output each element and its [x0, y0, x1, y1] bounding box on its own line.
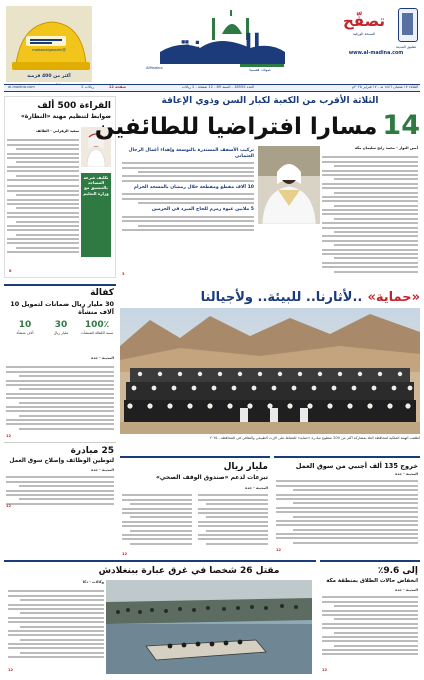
initiatives-byline: المدينة - جدة	[91, 468, 114, 472]
logo[interactable]	[140, 4, 290, 76]
volunteers-group-image	[120, 308, 420, 434]
stat2-value: 30	[54, 320, 68, 330]
promo-title: تصفّح	[342, 12, 386, 30]
stat1-value: 100٪	[84, 320, 110, 330]
initiatives-body	[6, 474, 114, 507]
website-link[interactable]: www.al-madina.com	[348, 51, 404, 56]
divorce-page-ref[interactable]: 12	[322, 668, 328, 672]
issue-line: العدد 18555 - السنة 89 - 12 صفحة - 2 ريالات	[181, 85, 254, 89]
ferry-photo	[106, 580, 312, 674]
helmet-illustration	[6, 6, 92, 82]
endowment-body-2	[122, 492, 192, 547]
exit-body	[276, 478, 418, 546]
ad-handle: @maisanalgassimi	[32, 48, 66, 52]
kafala-body	[6, 364, 114, 432]
lead-page-ref[interactable]: 3	[122, 272, 125, 276]
endowment-body-1	[198, 492, 268, 547]
ferry-body	[8, 588, 104, 661]
divorce-subhead: انخفاض حالات الطلاق بمنطقة مكة	[326, 578, 418, 584]
group-photo	[120, 308, 420, 434]
side-caption: سعيد الزهراني - الطائف	[35, 129, 79, 133]
divorce-headline: إلى 9.6٪	[377, 566, 418, 576]
side-highlight-box	[81, 173, 111, 257]
kafala-byline: المدينة - جدة	[91, 356, 114, 360]
river-crowd-image	[106, 580, 312, 674]
ferry-page-ref[interactable]: 12	[8, 668, 14, 672]
side-body-1	[7, 137, 79, 183]
ferry-headline: مقتل 26 شخصا في غرق عبارة ببنغلادش	[98, 566, 280, 576]
lead-bullet-2: 10 آلاف مقطع ومقطعة خلال رمضان بالمسجد الحرام	[133, 184, 254, 190]
endowment-byline: المدينة - جدة	[245, 486, 268, 490]
date-line: الثلاثاء ١٧ شعبان ١٤٤٦ هـ - ١٧ فبراير ٢٠٢٥م	[351, 85, 418, 89]
side-subhead: ضوابط لتنظيم مهنة «النظارة»	[20, 113, 111, 120]
logo-text: المدينة	[176, 29, 262, 64]
side-page-ref[interactable]: 8	[9, 269, 12, 274]
lead-headline-number: 14	[382, 110, 420, 141]
banner-title: «حماية»	[367, 290, 420, 305]
pages-label: صفحة 12	[108, 85, 126, 89]
kafala-title: كفالة	[90, 288, 114, 298]
banner-caption: أطلقت الهيئة الملكية لمحافظة العلا بمشاركة أكثر من 200 متطوع مبادرة «حماية» للحفاظ على الإرث الطبيعي والثقافي في المحافظة - ٢٠٢٥	[209, 436, 420, 440]
phone-icon	[398, 8, 418, 42]
lead-photo	[258, 146, 320, 224]
stat2-label: مليار ريال	[53, 331, 69, 335]
endowment-headline: مليار ريال	[223, 462, 268, 472]
divorce-body	[322, 594, 418, 658]
side-headline: القراءة 500 ألف	[37, 101, 111, 111]
ad-image[interactable]	[6, 6, 92, 82]
endowment-story	[120, 456, 270, 560]
stat3-label: آلاف منشأة	[16, 331, 34, 335]
side-highlight: تكليف شرعة المساجد بالتنسيق مع وزارة التعليم	[83, 175, 109, 196]
initiatives-subhead: لتوطين الوظائف وإصلاح سوق العمل	[9, 458, 114, 464]
stat3-value: 10	[18, 320, 32, 330]
price-label: ريالات 2	[81, 85, 94, 89]
lead-bullet-1: تركيب الأسقف المستدرة بالتوسعة وإهداء أعمال الرجال العثماني	[128, 148, 254, 159]
lead-bullet-3: 5 ملايين عبوة زمزم للحاج المبرد في الحرمين	[151, 207, 254, 213]
hemaya-banner	[120, 286, 420, 454]
initiatives-page-ref[interactable]: 12	[6, 504, 12, 508]
exit-story	[274, 456, 420, 556]
exit-headline: خروج 135 ألف أجنبي من سوق العمل	[295, 462, 418, 470]
web-small[interactable]: al-madina.com	[8, 85, 35, 89]
endowment-page-ref[interactable]: 12	[122, 552, 128, 556]
kafala-page-ref[interactable]: 12	[6, 434, 12, 438]
lead-byline: أمين النوار - محمد رابح سليمان مكة	[354, 146, 418, 150]
kafala-subtitle: 30 مليار ريال ضمانات لتمويل 10 آلاف منشأة	[10, 300, 114, 316]
side-body-2	[7, 183, 79, 256]
masthead	[0, 0, 424, 92]
divorce-story	[320, 560, 420, 676]
stat1-label: نسبة الكفالة للمنشآت	[80, 331, 114, 335]
kafala-story	[4, 284, 116, 512]
logo-sub: AlMadina	[146, 66, 163, 70]
lead-headline: مسارا افتراضيا للطائفين	[94, 114, 378, 140]
endowment-subhead: تبرعات لدعم «صندوق الوقف الصحي»	[155, 474, 268, 481]
lead-body	[322, 154, 418, 275]
initiatives-headline: 25 مبادرة	[70, 446, 114, 456]
banner-text: ..لأثارنا.. للبيئة.. ولأجيالنا	[200, 290, 363, 305]
ferry-story	[4, 560, 316, 676]
ad-text-1: أكثر من 400 فرصة	[27, 74, 71, 80]
ferry-byline: وكالات - دكا	[82, 580, 104, 584]
promo-sub: النسخة الورقية	[352, 32, 376, 36]
exit-byline: المدينة - جدة	[395, 472, 418, 476]
divorce-byline: المدينة - جدة	[395, 588, 418, 592]
app-promo[interactable]	[330, 8, 418, 66]
founded-line: صوتك: فقسيتا	[249, 68, 271, 72]
lead-kicker: الثلاثة الأقرب من الكعبة لكبار السن وذوي الإعاقة	[161, 96, 379, 106]
exit-page-ref[interactable]: 12	[276, 548, 282, 552]
promo-tag: تطبيق المدينة	[395, 45, 417, 49]
